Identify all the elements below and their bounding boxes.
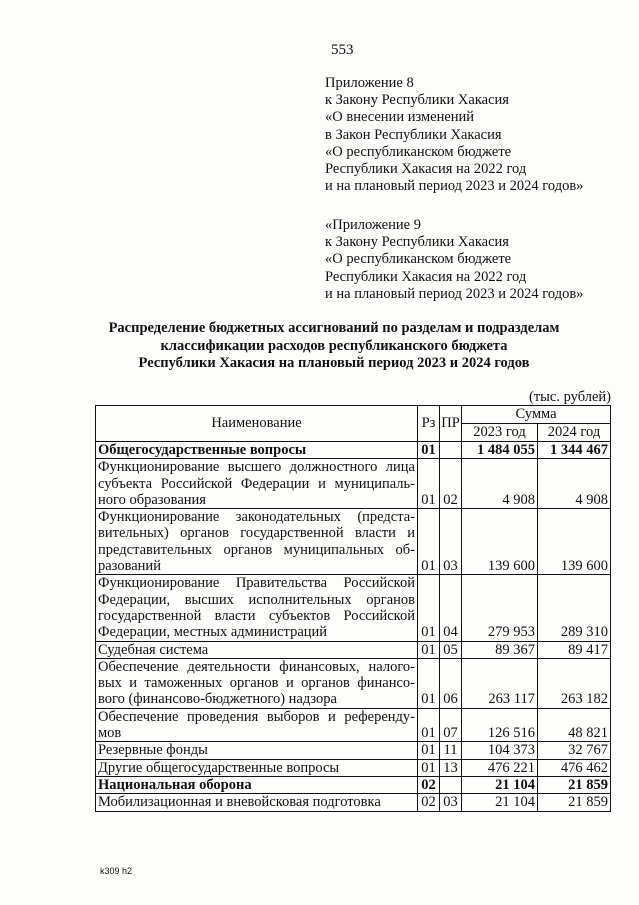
row-2023-cell: 1 484 055 xyxy=(462,442,538,459)
row-pr-cell: 03 xyxy=(440,509,462,575)
title-line: Республики Хакасия на плановый период 2023 и 2024 годов xyxy=(138,355,530,371)
row-2023-cell: 21 104 xyxy=(462,776,538,793)
row-rz-cell: 02 xyxy=(418,776,440,793)
row-2023-cell: 89 367 xyxy=(462,641,538,658)
annex-amended-line: Республики Хакасия на 2022 год xyxy=(325,268,527,285)
row-name-cell: Функционирование высшего должностного лица субъекта Российской Федерации и муниципаль-ного образования xyxy=(96,459,418,509)
row-2023-cell: 4 908 xyxy=(462,459,538,509)
table-row xyxy=(96,776,611,793)
table-row xyxy=(96,575,611,641)
row-rz-cell: 01 xyxy=(418,759,440,776)
row-rz-cell: 01 xyxy=(418,641,440,658)
annex-current-line: Республики Хакасия на 2022 год xyxy=(325,161,527,178)
units-label: (тыс. рублей) xyxy=(529,389,611,405)
table-row xyxy=(96,658,611,708)
row-name-cell: Функционирование законодательных (предста-вительных) органов государственной власти и представительных органов муниципальных об-разований xyxy=(96,509,418,575)
table-row xyxy=(96,509,611,575)
row-name-cell: Национальная оборона xyxy=(96,776,418,793)
document-title xyxy=(60,320,608,373)
row-pr-cell: 13 xyxy=(440,759,462,776)
header-year-2023: 2023 год xyxy=(462,424,538,442)
row-pr-cell: 06 xyxy=(440,658,462,708)
row-2024-cell: 48 821 xyxy=(538,708,611,742)
row-name-cell: Резервные фонды xyxy=(96,742,418,759)
row-2024-cell: 21 859 xyxy=(538,776,611,793)
row-2024-cell: 89 417 xyxy=(538,641,611,658)
annex-current-line: Приложение 8 xyxy=(325,75,414,91)
annex-current-line: «О республиканском бюджете xyxy=(325,143,512,160)
annex-amended-line: к Закону Республики Хакасия xyxy=(325,234,509,251)
row-2024-cell: 21 859 xyxy=(538,794,611,811)
row-pr-cell: 03 xyxy=(440,794,462,811)
header-name: Наименование xyxy=(96,406,418,442)
annex-amended-line: «Приложение 9 xyxy=(325,217,421,233)
row-2023-cell: 139 600 xyxy=(462,509,538,575)
table-row xyxy=(96,442,611,459)
annex-amended-line: «О республиканском бюджете xyxy=(325,251,512,268)
table-row xyxy=(96,742,611,759)
row-rz-cell: 01 xyxy=(418,459,440,509)
table-row xyxy=(96,459,611,509)
row-name-cell: Мобилизационная и вневойсковая подготовка xyxy=(96,794,418,811)
row-name-cell: Другие общегосударственные вопросы xyxy=(96,759,418,776)
row-name-cell: Обеспечение проведения выборов и референду-мов xyxy=(96,708,418,742)
row-name-cell: Функционирование Правительства Российской Федерации, высших исполнительных органов государственной власти субъектов Российской Федерации, местных администраций xyxy=(96,575,418,641)
row-2024-cell: 139 600 xyxy=(538,509,611,575)
row-2023-cell: 126 516 xyxy=(462,708,538,742)
row-pr-cell xyxy=(440,776,462,793)
header-year-2024: 2024 год xyxy=(538,424,611,442)
annex-current-line: и на плановый период 2023 и 2024 годов» xyxy=(325,178,584,195)
table-row xyxy=(96,641,611,658)
row-pr-cell: 07 xyxy=(440,708,462,742)
footer-code: k309 h2 xyxy=(100,866,133,876)
row-pr-cell xyxy=(440,442,462,459)
annex-amended-line: и на плановый период 2023 и 2024 годов» xyxy=(325,285,584,302)
row-rz-cell: 01 xyxy=(418,509,440,575)
row-2023-cell: 104 373 xyxy=(462,742,538,759)
row-rz-cell: 01 xyxy=(418,442,440,459)
row-name-cell: Обеспечение деятельности финансовых, налого-вых и таможенных органов и органов финансо-вого (финансово-бюджетного) надзора xyxy=(96,658,418,708)
row-2023-cell: 279 953 xyxy=(462,575,538,641)
annex-current-line: к Закону Республики Хакасия xyxy=(325,92,509,109)
row-pr-cell: 04 xyxy=(440,575,462,641)
budget-table xyxy=(95,405,611,812)
row-2024-cell: 263 182 xyxy=(538,658,611,708)
row-2024-cell: 289 310 xyxy=(538,575,611,641)
table-row xyxy=(96,708,611,742)
row-2024-cell: 32 767 xyxy=(538,742,611,759)
row-name-cell: Общегосударственные вопросы xyxy=(96,442,418,459)
row-rz-cell: 01 xyxy=(418,708,440,742)
row-2023-cell: 21 104 xyxy=(462,794,538,811)
annex-amended-block xyxy=(325,217,583,303)
header-pr: ПР xyxy=(440,406,462,442)
header-rz: Рз xyxy=(418,406,440,442)
row-name-cell: Судебная система xyxy=(96,641,418,658)
page-number: 553 xyxy=(331,42,354,58)
row-rz-cell: 01 xyxy=(418,658,440,708)
title-line: классификации расходов республиканского бюджета xyxy=(160,337,508,354)
annex-current-line: «О внесении изменений xyxy=(325,109,475,126)
table-row xyxy=(96,794,611,811)
annex-current-block xyxy=(325,75,583,195)
header-sum: Сумма xyxy=(462,406,611,424)
row-2024-cell: 476 462 xyxy=(538,759,611,776)
row-rz-cell: 02 xyxy=(418,794,440,811)
row-rz-cell: 01 xyxy=(418,742,440,759)
row-pr-cell: 11 xyxy=(440,742,462,759)
row-2024-cell: 4 908 xyxy=(538,459,611,509)
row-2024-cell: 1 344 467 xyxy=(538,442,611,459)
row-rz-cell: 01 xyxy=(418,575,440,641)
title-line: Распределение бюджетных ассигнований по разделам и подразделам xyxy=(108,320,560,336)
table-row xyxy=(96,759,611,776)
row-2023-cell: 263 117 xyxy=(462,658,538,708)
annex-current-line: в Закон Республики Хакасия xyxy=(325,126,502,143)
row-pr-cell: 02 xyxy=(440,459,462,509)
row-2023-cell: 476 221 xyxy=(462,759,538,776)
row-pr-cell: 05 xyxy=(440,641,462,658)
